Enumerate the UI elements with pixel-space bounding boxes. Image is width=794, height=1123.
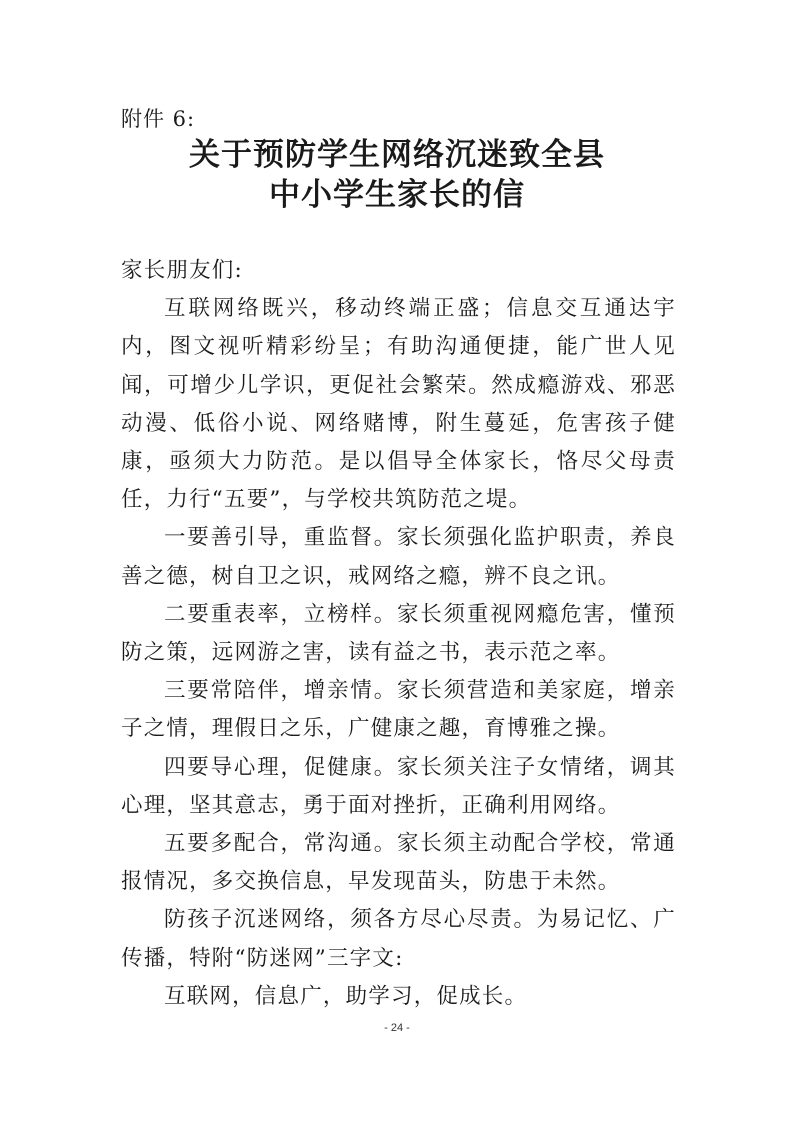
- title-line-2: 中小学生家长的信: [269, 177, 525, 213]
- paragraph-intro: 互联网络既兴，移动终端正盛；信息交互通达宇内，图文视听精彩纷呈；有助沟通便捷，能广世人见闻，可增少儿学识，更促社会繁荣。然成瘾游戏、邪恶动漫、低俗小说、网络赌博，附生蔓延，危害孩子健康，亟须大力防范。是以倡导全体家长，恪尽父母责任，力行“五要”，与学校共筑防范之堤。: [121, 296, 676, 513]
- title-line-1: 关于预防学生网络沉迷致全县: [189, 137, 605, 173]
- paragraph-point-1: 一要善引导，重监督。家长须强化监护职责，养良善之德，树自卫之识，戒网络之瘾，辨不良之讯。: [121, 525, 676, 589]
- paragraph-point-5: 五要多配合，常沟通。家长须主动配合学校，常通报情况，多交换信息，早发现苗头，防患于未然。: [121, 831, 676, 895]
- paragraph-closing: 防孩子沉迷网络，须各方尽心尽责。为易记忆、广传播，特附“防迷网”三字文:: [121, 907, 676, 971]
- attachment-label: 附件 6:: [121, 107, 196, 131]
- paragraph-point-3: 三要常陪伴，增亲情。家长须营造和美家庭，增亲子之情，理假日之乐，广健康之趣，育博雅之操。: [121, 678, 676, 742]
- greeting: 家长朋友们:: [121, 258, 243, 283]
- paragraph-point-2: 二要重表率，立榜样。家长须重视网瘾危害，懂预防之策，远网游之害，读有益之书，表示范之率。: [121, 601, 676, 666]
- paragraph-verse: 互联网，信息广，助学习，促成长。: [164, 983, 528, 1009]
- page-number: - 24 -: [384, 1022, 410, 1034]
- letter-body: [121, 252, 676, 1016]
- paragraph-point-4: 四要导心理，促健康。家长须关注子女情绪，调其心理，坚其意志，勇于面对挫折，正确利用网络。: [121, 754, 676, 818]
